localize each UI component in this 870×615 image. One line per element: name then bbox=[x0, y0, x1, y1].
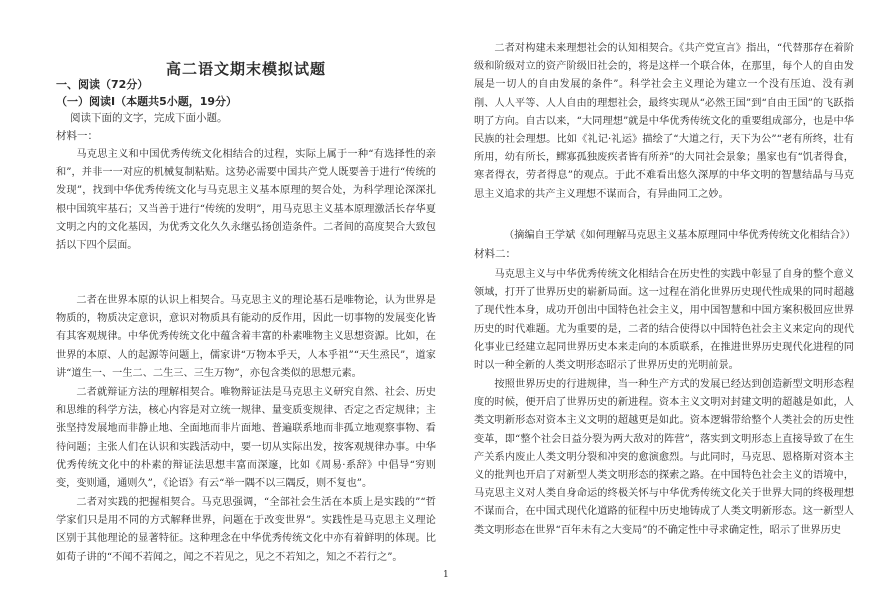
instruction: 阅读下面的文字，完成下面小题。 bbox=[70, 112, 228, 124]
paragraph: 马克思主义和中国优秀传统文化相结合的过程，实际上属于一种“有选择性的亲和”，并非一一对应的机械复制粘贴。这势必需要中国共产党人既要善于进行“传统的发现”，找到中华优秀传统文化与马克思主义基本原理的契合处，为科学理论深深扎根中国筑牢基石；又当善于进行“传统的发明”，用马克思主义基本原理激活长存华夏文明之内的文化基因，为优秀文化久久永继弘扬创造条件。二者间的高度契合大致包括以下四个层面。 bbox=[56, 149, 436, 252]
paragraph: 二者对实践的把握相契合。马克思强调，“全部社会生活在本质上是实践的”“哲学家们只是用不同的方式解释世界，问题在于改变世界”。实践性是马克思主义理论区别于其他理论的显著特征。这种理念在中华优秀传统文化中亦有着鲜明的体现。比如荀子讲的“不闻不若闻之，闻之不若见之，见之不若知之，知之不若行之”。 bbox=[56, 497, 436, 563]
material1-label: 材料一： bbox=[56, 130, 98, 142]
subsection-heading: （一）阅读Ⅰ（本题共5小题，19分） bbox=[56, 95, 238, 108]
paragraph: 马克思主义与中华优秀传统文化相结合在历史性的实践中彰显了自身的整个意义领域，打开了世界历史的崭新局面。这一过程在消化世界历史现代性成果的同时超越了现代性本身，成功开创出中国特色社会主义，用中国智慧和中国方案积极回应世界历史的时代难题。尤为重要的是，二者的结合使得以中国特色社会主义来定向的现代化事业已经建立起同世界历史本来走向的本质联系，在推进世界历史现代化进程的同时以一种全新的人类文明形态昭示了世界历史的光明前景。 bbox=[474, 269, 854, 372]
section-heading: 一、阅读（72分） bbox=[56, 78, 149, 91]
paragraph: 二者对构建未来理想社会的认知相契合。《共产党宣言》指出，“代替那存在着阶级和阶级对立的资产阶级旧社会的，将是这样一个联合体，在那里，每个人的自由发展是一切人的自由发展的条件”。科学社会主义理论为建立一个没有压迫、没有剥削、人人平等、人人自由的理想社会，最终实现从“必然王国”到“自由王国”的飞跃指明了方向。自古以来，“大同理想”就是中华优秀传统文化的重要组成部分，也是中华民族的社会理想。比如《礼记·礼运》描绘了“大道之行，天下为公”“老有所终，壮有所用，幼有所长，鳏寡孤独废疾者皆有所养”的大同社会景象；墨家也有“饥者得食，寒者得衣，劳者得息”的观点。于此不难看出悠久深厚的中华文明的智慧结晶与马克思主义追求的共产主义理想不谋而合，有异曲同工之妙。 bbox=[474, 43, 854, 200]
page-number: 1 bbox=[443, 570, 449, 580]
material2-label: 材料二： bbox=[474, 248, 516, 260]
paragraph: 二者在世界本原的认识上相契合。马克思主义的理论基石是唯物论，认为世界是物质的，物质决定意识，意识对物质具有能动的反作用，因此一切事物的发展变化皆有其客观规律。中华优秀传统文化中蕴含着丰富的朴素唯物主义思想资源。比如，在世界的本原、人的起源等问题上，儒家讲“万物本乎天，人本乎祖”“天生烝民”，道家讲“道生一、一生二、二生三、三生万物”，亦包含类似的思想元素。 bbox=[56, 295, 436, 379]
page-title: 高二语文期末模拟试题 bbox=[165, 60, 326, 78]
paragraph: 按照世界历史的行进规律，当一种生产方式的发展已经达到创造新型文明形态程度的时候，便开启了世界历史的新进程。资本主义文明对封建文明的超越是如此，人类文明新形态对资本主义文明的超越更是如此。资本逻辑带给整个人类社会的历史性变革，即“整个社会日益分裂为两大敌对的阵营”，落实到文明形态上直接导致了在生产关系内废止人类文明分裂和冲突的愈演愈烈。与此同时，马克思、恩格斯对资本主义的批判也开启了对新型人类文明形态的探索之路。在中国特色社会主义的语境中，马克思主义对人类自身命运的终极关怀与中华优秀传统文化关于世界大同的终极理想不谋而合，在中国式现代化道路的征程中历史地铸成了人类文明新形态。这一新型人类文明形态在世界“百年未有之大变局”的不确定性中寻求确定性，昭示了世界历史 bbox=[474, 379, 854, 536]
paragraph: 二者就辩证方法的理解相契合。唯物辩证法是马克思主义研究自然、社会、历史和思维的科学方法，核心内容是对立统一规律、量变质变规律、否定之否定规律；主张坚持发展地而非静止地、全面地而非片面地、普遍联系地而非孤立地观察事物、看待问题；主张人们在认识和实践活动中，要一切从实际出发，按客观规律办事。中华优秀传统文化中的朴素的辩证法思想丰富而深邃，比如《周易·系辞》中倡导“穷则变，变则通，通则久”，《论语》有云“举一隅不以三隅反，则不复也”。 bbox=[56, 387, 436, 490]
source-citation: （摘编自王学斌《如何理解马克思主义基本原理同中华优秀传统文化相结合》） bbox=[504, 230, 856, 241]
